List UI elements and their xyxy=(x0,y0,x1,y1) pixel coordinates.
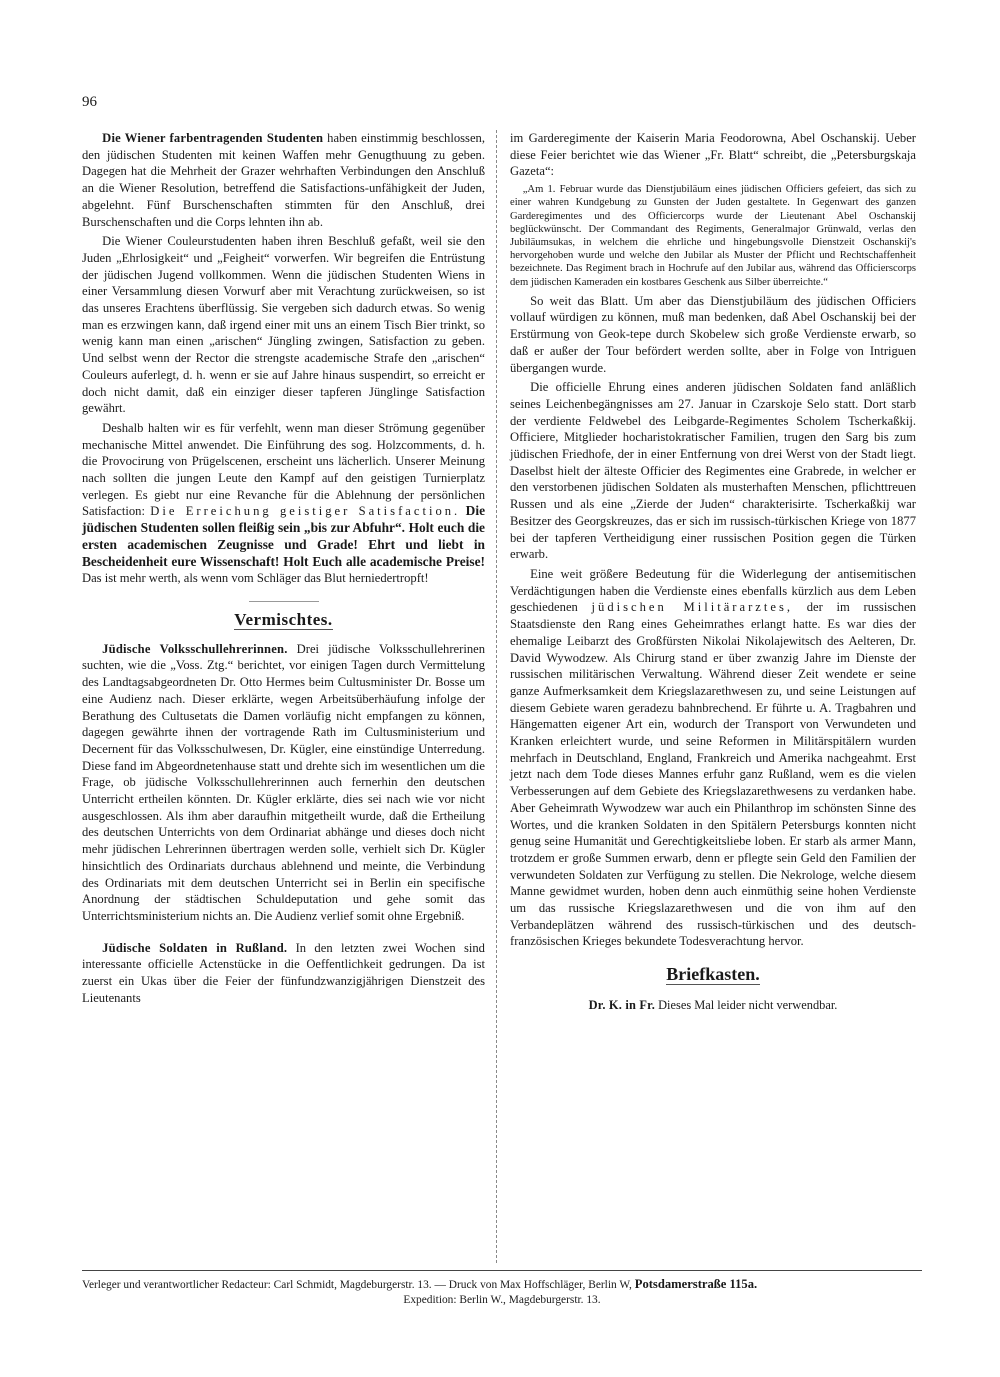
letterbox-title-text: Briefkasten. xyxy=(666,964,760,985)
paragraph: Die officielle Ehrung eines anderen jüdischen Soldaten fand anläßlich seines Leichenbegängnisses am 27. Januar in Czarskoje Selo statt. Dort starb der verdiente Feldwebel des Leibgarde-Regimentes Scholem Tscherkaßkij. Officiere, Mitglieder hocharistokratischer Familien, trugen den Sarg bis zum jüdischen Friedhofe, der in einer Entfernung von drei Werst von der Stadt liegt. Daselbst hielt der älteste Officier des Regimentes eine Grabrede, in welcher er den verstorbenen jüdischen Soldaten als musterhaften Menschen, pflichttreuen Russen und als eine „Zierde der Juden“ charakterisirte. Tscherkaßkij war Besitzer des Georgskreuzes, das er sich im russisch-türkischen Kriege von 1877 bei der tapferen Vertheidigung einer russischen Position gegen die Türken erwarb. xyxy=(510,380,916,562)
imprint-line-2: Expedition: Berlin W., Magdeburgerstr. 13. xyxy=(403,1294,601,1306)
divider xyxy=(249,601,319,602)
article-text: In den letzten zwei Wochen sind interessante officielle Actenstücke in die Oeffentlichkeit gedrungen. Da ist zuerst ein Ukas über die Feier der fünfundzwanzigjährigen Dienstzeit des Lieutenants xyxy=(82,940,485,1005)
paragraph-satisfaction xyxy=(82,420,485,587)
paragraph-military-doctor xyxy=(510,566,916,950)
imprint-footer xyxy=(82,1270,922,1308)
paragraph-text-end: der im russischen Staatsdienste den Rang eines Geheimrathes erlangt hatte. Es war dies der ehemalige Leibarzt des Großfürsten Nikolai Nikolajewitsch des Aelteren, Dr. David Wywodzew. Als Chirurg stand er über zwanzig Jahre im Dienste der russischen militärischen Verwaltung. Während dieser Zeit wendete er seine ganze Aufmerksamkeit dem Kriegslazarethwesen zu, und seine Leistungen auf diesem Gebiete waren geradezu bahnbrechend. Er führte u. A. Tragbahren und Hängematten eigener Art ein, wodurch der Transport von Verwundeten und Kranken erleichtert wurde, und seine Reformen in Militärspitälern wurden mehrfach in Deutschland, England, Frankreich und Amerika nachgeahmt. Erst jetzt nach dem Tode dieses Mannes erfuhr ganz Rußland, wem es die vielen Verbesserungen auf dem Gebiete des Kriegslazarethwesens zu verdanken habe. Aber Geheimrath Wywodzew war auch ein Philanthrop im schönsten Sinne des Wortes, und die kranken Soldaten in den Spitälern Petersburgs konnten nicht genug seine Humanität und Gerechtigkeitsliebe loben. Er starb als armer Mann, trotzdem er große Summen erwarb, denn er pflegte sein Geld den Familien der verwundeten Soldaten zur Verfügung zu stellen. Die Nekrologe, welche diesem Manne gewidmet wurden, hoben denn auch einmüthig seine hohen Verdienste um das russische Kriegslazarethwesen und die von ihm auf den Verbandeplätzen während des russisch-türkischen und des deutsch-französischen Krieges bekundete Todesverachtung hervor. xyxy=(510,600,916,949)
article-student-resolution xyxy=(82,130,485,230)
paragraph-text: Deshalb halten wir es für verfehlt, wenn man dieser Strömung gegenüber mechanische Mittel anwendet. Die Einführung des sog. Holzcomments, d. h. die Provocirung von Prügelscenen, erscheint uns lächerlich. Unserer Meinung nach sollten die jungen Leute den Kampf auf den geistigen Turnierplatz verlegen. Es giebt nur eine Revanche für die Ablehnung der persönlichen Satisfaction: xyxy=(82,420,485,519)
article-teachers xyxy=(82,641,485,925)
letterbox-reply: Dieses Mal leider nicht verwendbar. xyxy=(655,997,838,1012)
imprint-publisher-label: Verleger und verantwortlicher Redacteur: xyxy=(82,1279,271,1291)
article-lead: Die Wiener farbentragenden Studenten xyxy=(102,131,324,145)
paragraph: Die Wiener Couleurstudenten haben ihren Beschluß gefaßt, weil sie den Juden „Ehrlosigkeit“ und „Feigheit“ vorwerfen. Wir begreifen die Entrüstung der jüdischen Jugend vollkommen. Wenn die jüdischen Studenten Wiens in einer Versammlung diesen Vorwurf aber mit Verachtung zurückweisen, so ist das unseres Erachtens überflüssig. Sie vergeben sich dadurch etwas. So wenig man es erzwingen kann, daß irgend einer mit uns an einem Tisch Bier trinkt, so wenig kann man einen „arischen“ Jüngling zwingen, Satisfaction zu geben. Und selbst wenn der Rector die strengste academische Strafe den „arischen“ Couleurs auferlegt, d. h. wenn er sie auf Jahre hinaus suspendirt, so erreicht er doch nicht damit, daß ein einziger dieser tapferen Jünglinge Satisfaction gewährt. xyxy=(82,234,485,416)
column-rule xyxy=(496,130,497,1263)
letterbox-recipient: Dr. K. in Fr. xyxy=(588,997,656,1012)
article-text: haben einstimmig beschlossen, den jüdischen Studenten mit keinen Waffen mehr Genugthuung zu geben. Dagegen hat die Mehrheit der Grazer wehrhaften Verbindungen den Anschluß an die Wiener Resolution, betreffend die Satisfactions-unfähigkeit der Juden, abgelehnt. Fünf Burschenschaften stimmten für den Anschluß, drei Burschenschaften und die Corps lehnten ihn ab. xyxy=(82,131,485,229)
article-soldiers xyxy=(82,940,485,1007)
imprint-line-1 xyxy=(82,1277,922,1293)
paragraph-continuation: im Garderegimente der Kaiserin Maria Feodorowna, Abel Oschanskij. Ueber diese Feier berichtet wie das Wiener „Fr. Blatt“ schreibt, die „Petersburgskaja Gazeta“: xyxy=(510,131,916,179)
paragraph-text: Eine weit größere Bedeutung für die Widerlegung der antisemitischen Verdächtigungen haben die Verdienste eines ebenfalls kürzlich aus dem Leben geschiedenen xyxy=(510,566,916,615)
section-title-text: Vermischtes. xyxy=(234,609,333,629)
letterbox-title xyxy=(510,966,916,983)
paragraph: So weit das Blatt. Um aber das Dienstjubiläum des jüdischen Officiers vollauf würdigen zu können, muß man bedenken, daß Abel Oschanskij bei der Erstürmung von Geok-tepe durch Skobelew sich große Verdienste erwarb, so daß er außer der Tour befördert werden sollte, aber in Folge von Intriguen übergangen wurde. xyxy=(510,293,916,375)
article-lead: Jüdische Volksschullehrerinnen. xyxy=(102,641,288,656)
bold-emphasis: Die jüdischen Studenten sollen fleißig sein „bis zur Abfuhr“. Holt euch die ersten academischen Zeugnisse und Grade! Ehrt und liebt in Bescheidenheit eure Wissenschaft! Holt Euch alle academische Preise! xyxy=(82,503,486,569)
letterbox-entry xyxy=(510,997,916,1014)
section-title xyxy=(82,609,485,629)
spacer xyxy=(82,928,485,940)
article-lead: Jüdische Soldaten in Rußland. xyxy=(102,940,288,955)
imprint-printer-address: Potsdamerstraße 115a. xyxy=(634,1277,758,1291)
imprint-printer: — Druck von Max Hoffschläger, Berlin W, xyxy=(434,1279,632,1291)
quotation xyxy=(510,183,916,289)
left-column xyxy=(82,130,485,1009)
article-text: Drei jüdische Volksschullehrerinen suchten, wie die „Voss. Ztg.“ berichtet, vor einigen Tagen durch Vermittelung des Landtagsabgeordneten Dr. Otto Hermes beim Cultusminister Dr. Bosse um eine Audienz nach. Dieser erklärte, wegen Arbeitsüberhäufung infolge der Berathung des Cultusetats die Damen vorläufig nicht empfangen zu können, dagegen gewährte ihnen der vortragende Rath im Cultusministerium und Decernent für das Volksschulwesen, Dr. Kügler, eine einstündige Unterredung. Diese fand im Abgeordnetenhause statt und drehte sich im wesentlichen um die Frage, ob jüdische Volksschullehrerinnen auch fernerhin den deutschen Unterricht ertheilen könnten. Dr. Kügler erklärte, dies sei nach wie vor nicht ausgeschlossen. Als ihm aber daraufhin mitgetheilt wurde, daß die Ertheilung des deutschen Unterrichts von dem Ordinariat abhänge und dieses doch nicht mehr jüdischen Lehrerinnen übertragen werden solle, verhielt sich Dr. Kügler hinsichtlich des Ordinariats durchaus ablehnend und meinte, die Verbindung des Ordinariats mit dem deutschen Unterricht sei in Berlin ein specifische Anordnung der städtischen Schuldeputation und gehe somit das Unterrichtsministerium nichts an. Die Audienz verlief somit ohne Ergebniß. xyxy=(82,641,485,923)
spaced-emphasis: Die Erreichung geistiger Satisfaction. xyxy=(150,504,461,519)
imprint-editor: Carl Schmidt, Magdeburgerstr. 13. xyxy=(273,1279,432,1291)
right-column xyxy=(510,130,916,1014)
page-number: 96 xyxy=(82,94,97,110)
paragraph-text-end: Das ist mehr werth, als wenn vom Schläger das Blut herniedertropft! xyxy=(82,571,429,586)
spaced-emphasis: jüdischen Militärarztes, xyxy=(591,600,794,615)
quotation-text: „Am 1. Februar wurde das Dienstjubiläum eines jüdischen Officiers gefeiert, das sich zu einer wahren Kundgebung zu Gunsten der Juden gestaltete. In Gegenwart des ganzen Garderegimentes und des Officiercorps wurde der Lieutenant Abel Oschanskij beglückwünscht. Der Commandant des Regiments, Generalmajor Grünwald, verlas den Jubiläumsukas, in welchem die ehrliche und hingebungsvolle Dienstzeit Oschanskij's hervorgehoben wurde und welche den Jubilar als Muster der Pflicht und Rechtschaffenheit bezeichnete. Das Regiment brach in Hochrufe auf den Jubilar aus, während das Officierscorps dem jüdischen Kameraden ein kostbares Geschenk aus Silber überreichte.“ xyxy=(510,184,916,288)
